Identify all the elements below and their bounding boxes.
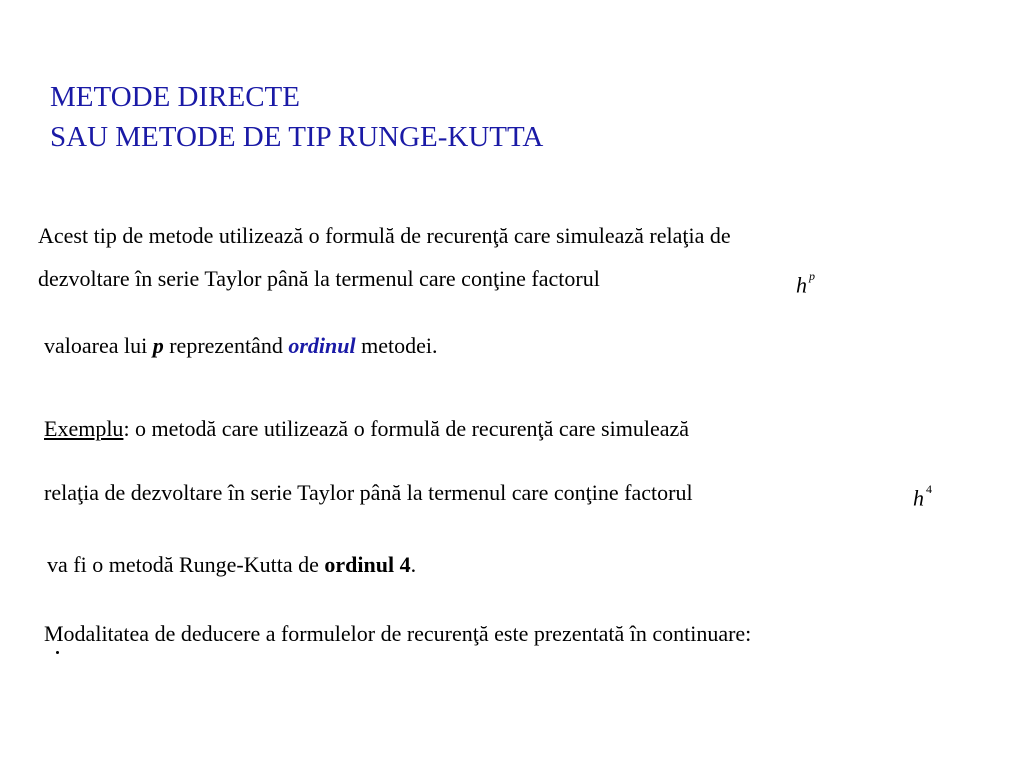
order-var-p: p [152, 333, 164, 358]
example-line-1-text: : o metodă care utilizează o formulă de recurenţă care simulează [123, 416, 690, 441]
order-line [44, 332, 437, 360]
example-line-3-prefix: va fi o metodă Runge-Kutta de [47, 552, 325, 577]
math-p-exponent: p [809, 269, 815, 283]
order-prefix: valoarea lui [44, 333, 153, 358]
example-order-4: ordinul 4 [324, 552, 411, 577]
title-line-1: METODE DIRECTE [50, 81, 300, 113]
math-4-exponent: 4 [926, 482, 932, 496]
intro-line-2: dezvoltare în serie Taylor până la termenul care conţine factorul [38, 266, 600, 291]
order-emphasis: ordinul [288, 333, 356, 358]
order-middle: reprezentând [163, 333, 289, 358]
order-suffix: metodei. [355, 333, 438, 358]
footer-line: Modalitatea de deducere a formulelor de recurenţă este prezentată în continuare: [44, 621, 752, 646]
intro-line-1: Acest tip de metode utilizează o formulă de recurenţă care simulează relaţia de [38, 223, 731, 248]
example-line-3-suffix: . [410, 552, 417, 577]
example-line-1 [44, 415, 689, 443]
example-line-2: relaţia de dezvoltare în serie Taylor până la termenul care conţine factorul [44, 480, 693, 505]
math-h-base: h [796, 272, 807, 298]
title-line-2: SAU METODE DE TIP RUNGE-KUTTA [50, 121, 544, 153]
math-h4-base: h [913, 485, 924, 511]
bullet-dot [56, 651, 59, 654]
example-label: Exemplu [44, 416, 124, 441]
math-h-power-p [796, 268, 815, 297]
math-h-power-4 [913, 481, 932, 510]
example-line-3 [47, 551, 416, 579]
